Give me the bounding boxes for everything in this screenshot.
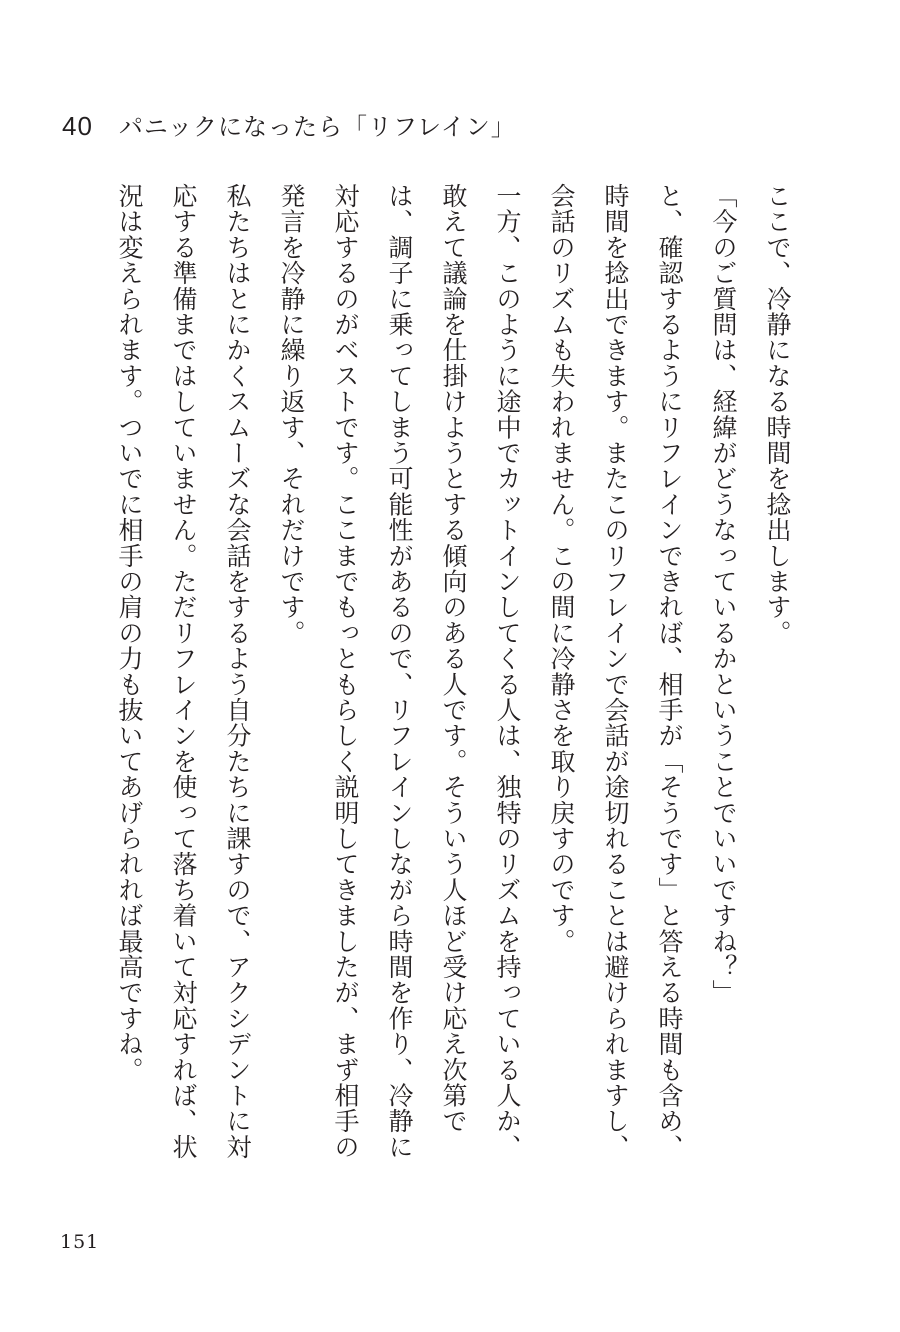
section-title: パニックになったら「リフレイン」 — [118, 113, 516, 141]
body-text — [102, 183, 804, 1183]
section-number: 40 — [62, 111, 93, 141]
paragraph-quote: 「今のご質問は、経緯がどうなっているかということでいいですね？」 — [709, 183, 738, 1006]
paragraph-conclusion: 私たちはとにかくスムーズな会話をするよう自分たちに課すので、アクシデントに対応する準備まではしていません。ただリフレインを使って落ち着いて対応すれば、状況は変えられます。ついでに相手の肩の力も抜いてあげられれば最高ですね。 — [115, 183, 252, 1160]
paragraph-intro: ここで、冷静になる時間を捻出します。 — [763, 183, 792, 646]
running-head — [62, 108, 516, 144]
paragraph-confirm: と、確認するようにリフレインできれば、相手が「そうです」と答える時間も含め、時間を捻出できます。またこのリフレインで会話が途切れることは避けられますし、会話のリズムも失われません。この間に冷静さを取り戻すのです。 — [547, 183, 684, 1160]
page-number: 151 — [60, 1231, 100, 1253]
paragraph-cut-in: 一方、このように途中でカットインしてくる人は、独特のリズムを持っている人か、敢えて議論を仕掛けようとする傾向のある人です。そういう人ほど受け応え次第では、調子に乗ってしまう可能性があるので、リフレインしながら時間を作り、冷静に対応するのがベストです。ここまでもっともらしく説明してきましたが、まず相手の発言を冷静に繰り返す、それだけです。 — [277, 183, 522, 1160]
